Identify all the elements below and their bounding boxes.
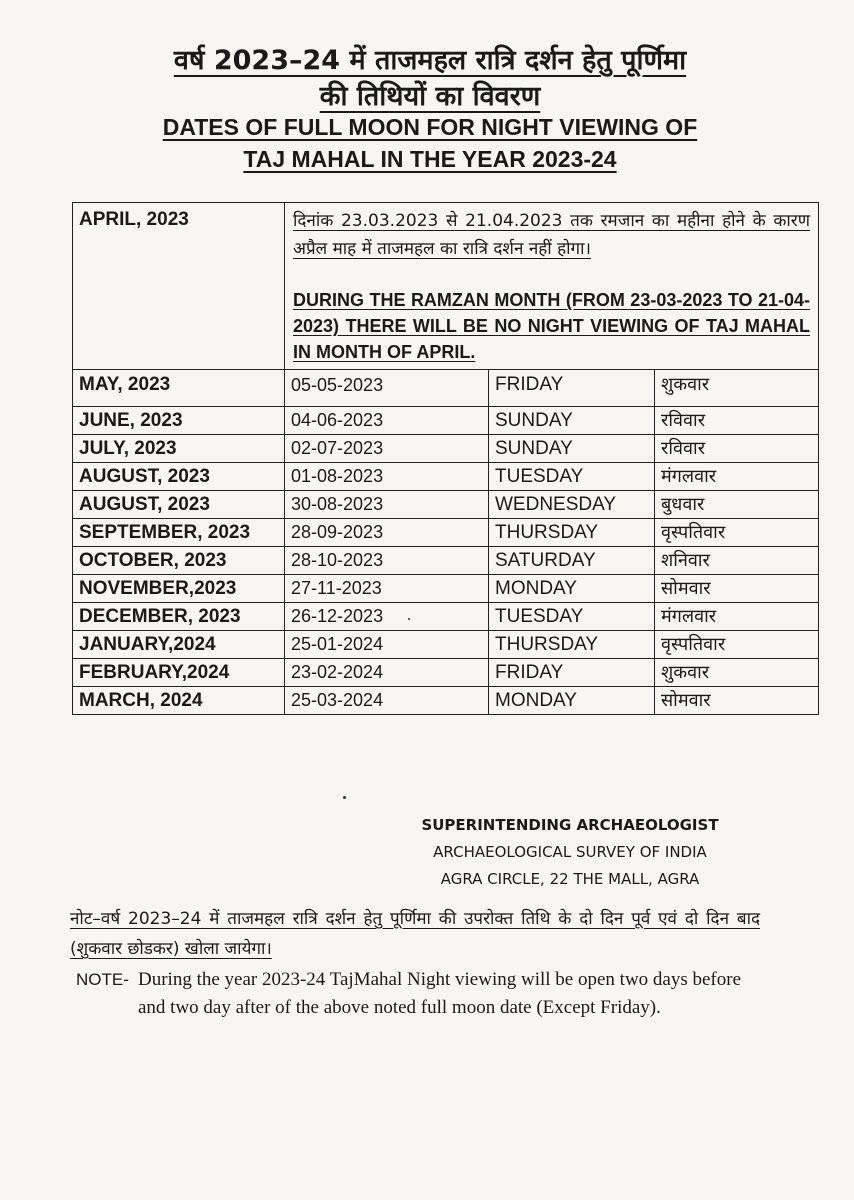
table-row: [73, 631, 819, 659]
april-note-cell: [285, 203, 819, 370]
day-cell: WEDNESDAY: [489, 491, 655, 519]
hindi-day-cell: रविवार: [655, 407, 819, 435]
hindi-day-cell: वृस्पतिवार: [655, 631, 819, 659]
date-cell: 28-09-2023: [285, 519, 489, 547]
table-row: [73, 370, 819, 407]
english-note-text: During the year 2023-24 TajMahal Night viewing will be open two days before and two day after of the above noted full moon date (Except Friday).: [138, 969, 742, 1018]
date-cell: 02-07-2023: [285, 435, 489, 463]
hindi-day-cell: शनिवार: [655, 547, 819, 575]
month-cell: OCTOBER, 2023: [73, 547, 285, 575]
table-row: [73, 435, 819, 463]
date-cell: 27-11-2023: [285, 575, 489, 603]
table-row: [73, 407, 819, 435]
month-cell: JUNE, 2023: [73, 407, 285, 435]
date-cell: 01-08-2023: [285, 463, 489, 491]
month-cell: MARCH, 2024: [73, 687, 285, 715]
hindi-day-cell: मंगलवार: [655, 603, 819, 631]
hindi-day-cell: बुधवार: [655, 491, 819, 519]
month-cell: MAY, 2023: [73, 370, 285, 407]
date-cell: 05-05-2023: [285, 370, 489, 407]
month-cell: JANUARY,2024: [73, 631, 285, 659]
table-row: [73, 659, 819, 687]
table-row: [73, 687, 819, 715]
signature-block: [400, 812, 740, 893]
hindi-day-cell: शुकवार: [655, 659, 819, 687]
hindi-title-line-1: वर्ष 2023–24 में ताजमहल रात्रि दर्शन हेतु पूर्णिमा: [173, 45, 687, 76]
english-title-line-2: TAJ MAHAL IN THE YEAR 2023-24: [243, 146, 617, 172]
day-cell: FRIDAY: [489, 659, 655, 687]
month-cell: DECEMBER, 2023: [73, 603, 285, 631]
hindi-day-cell: सोमवार: [655, 575, 819, 603]
day-cell: TUESDAY: [489, 463, 655, 491]
hindi-day-cell: मंगलवार: [655, 463, 819, 491]
april-row: [73, 203, 819, 370]
signature-organization: ARCHAEOLOGICAL SURVEY OF INDIA: [433, 843, 707, 861]
day-cell: THURSDAY: [489, 631, 655, 659]
date-cell: 28-10-2023: [285, 547, 489, 575]
day-cell: MONDAY: [489, 575, 655, 603]
day-cell: MONDAY: [489, 687, 655, 715]
date-cell: 04-06-2023: [285, 407, 489, 435]
table-row: [73, 575, 819, 603]
day-cell: SATURDAY: [489, 547, 655, 575]
month-cell: AUGUST, 2023: [73, 463, 285, 491]
table-row: [73, 603, 819, 631]
date-cell: 30-08-2023: [285, 491, 489, 519]
day-cell: SUNDAY: [489, 435, 655, 463]
day-cell: SUNDAY: [489, 407, 655, 435]
hindi-day-cell: रविवार: [655, 435, 819, 463]
hindi-title-line-2: की तिथियों का विवरण: [319, 81, 541, 112]
table-row: [73, 463, 819, 491]
day-cell: FRIDAY: [489, 370, 655, 407]
april-month-cell: APRIL, 2023: [73, 203, 285, 370]
month-cell: AUGUST, 2023: [73, 491, 285, 519]
day-cell: TUESDAY: [489, 603, 655, 631]
date-cell: 25-03-2024: [285, 687, 489, 715]
hindi-note: नोट–वर्ष 2023–24 में ताजमहल रात्रि दर्शन हेतु पूर्णिमा की उपरोक्त तिथि के दो दिन पूर्व एवं दो दिन बाद (शुकवार छोडकर) खोला जायेगा।: [70, 909, 760, 959]
hindi-day-cell: वृस्पतिवार: [655, 519, 819, 547]
day-cell: THURSDAY: [489, 519, 655, 547]
month-cell: FEBRUARY,2024: [73, 659, 285, 687]
april-english-note: DURING THE RAMZAN MONTH (FROM 23-03-2023 TO 21-04-2023) THERE WILL BE NO NIGHT VIEWING OF TAJ MAHAL IN MONTH OF APRIL.: [293, 290, 811, 362]
english-title-line-1: DATES OF FULL MOON FOR NIGHT VIEWING OF: [162, 114, 698, 140]
table-row: [73, 547, 819, 575]
month-cell: NOVEMBER,2023: [73, 575, 285, 603]
hindi-day-cell: शुकवार: [655, 370, 819, 407]
ink-speck: [408, 618, 410, 620]
hindi-day-cell: सोमवार: [655, 687, 819, 715]
signature-title: SUPERINTENDING ARCHAEOLOGIST: [421, 816, 719, 834]
english-note-label: NOTE-: [76, 970, 129, 989]
april-hindi-note: दिनांक 23.03.2023 से 21.04.2023 तक रमजान का महीना होने के कारण अप्रैल माह में ताजमहल का रात्रि दर्शन नहीं होगा।: [293, 211, 811, 259]
signature-address: AGRA CIRCLE, 22 THE MALL, AGRA: [440, 870, 700, 888]
date-cell: 23-02-2024: [285, 659, 489, 687]
full-moon-schedule-table: [72, 202, 819, 715]
table-row: [73, 519, 819, 547]
month-cell: JULY, 2023: [73, 435, 285, 463]
date-cell: 25-01-2024: [285, 631, 489, 659]
table-row: [73, 491, 819, 519]
date-cell: 26-12-2023: [285, 603, 489, 631]
ink-speck: [343, 796, 346, 799]
month-cell: SEPTEMBER, 2023: [73, 519, 285, 547]
